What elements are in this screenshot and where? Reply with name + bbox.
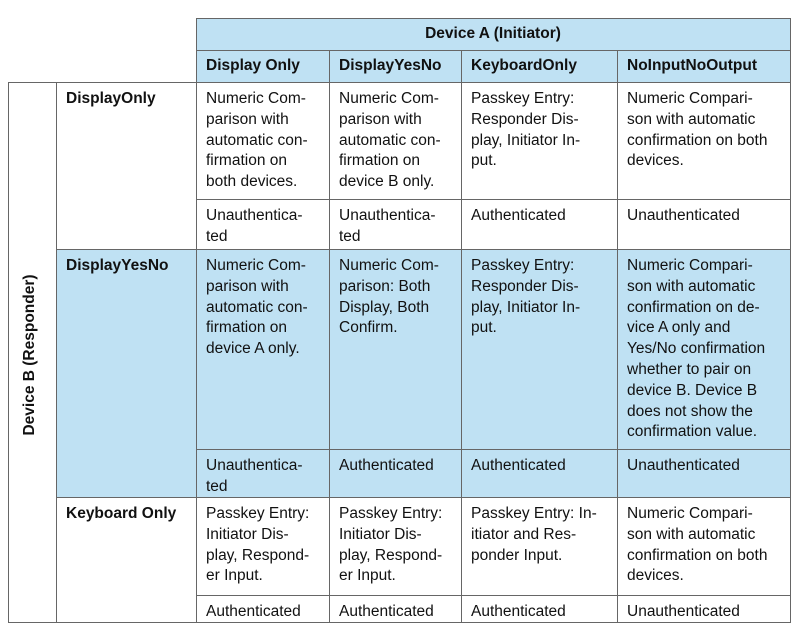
column-header-label: NoInputNoOutput	[627, 56, 757, 74]
method-cell	[196, 497, 329, 595]
responder-header-cell	[0, 0, 56, 629]
cell-line: Authenticated	[471, 457, 566, 474]
cell-line: Initiator Dis-	[206, 525, 289, 543]
cell-line: parison: Both	[339, 277, 431, 295]
cell-line: parison with	[339, 110, 422, 128]
cell-line: Passkey Entry:	[339, 505, 443, 522]
security-cell	[617, 595, 790, 622]
grid-line	[196, 50, 791, 51]
row-header	[56, 82, 196, 249]
cell-line: Responder Dis-	[471, 277, 579, 295]
row-header-label: DisplayYesNo	[66, 257, 169, 274]
method-cell	[617, 249, 790, 449]
grid-line	[8, 622, 791, 623]
column-header	[196, 50, 329, 82]
row-header-label: DisplayOnly	[66, 90, 156, 107]
row-header-label: Keyboard Only	[66, 505, 177, 522]
method-cell	[329, 82, 461, 199]
grid-line	[56, 249, 791, 250]
method-cell	[329, 497, 461, 595]
security-cell	[617, 199, 790, 249]
cell-line: Yes/No confirmation	[627, 340, 766, 358]
cell-line: devices.	[627, 152, 684, 170]
cell-line: confirmation on de-	[627, 298, 760, 316]
cell-line: son with automatic	[627, 525, 756, 543]
grid-line	[790, 18, 791, 623]
cell-line: Authenticated	[206, 603, 301, 620]
cell-line: confirmation on both	[627, 546, 768, 564]
grid-line	[196, 18, 197, 623]
cell-line: play, Respond-	[339, 546, 443, 564]
cell-line: Unauthentica-	[339, 207, 436, 224]
cell-line: ponder Input.	[471, 546, 563, 564]
security-cell	[617, 449, 790, 497]
grid-line	[461, 50, 462, 623]
cell-line: Numeric Com-	[206, 90, 306, 107]
grid-line	[329, 50, 330, 623]
cell-line: automatic con-	[339, 131, 441, 149]
method-cell	[617, 497, 790, 595]
cell-line: Authenticated	[471, 207, 566, 224]
method-cell	[461, 249, 617, 449]
cell-line: Numeric Com-	[339, 257, 439, 274]
cell-line: Numeric Compari-	[627, 505, 753, 522]
cell-line: put.	[471, 319, 497, 337]
cell-line: automatic con-	[206, 131, 308, 149]
grid-line	[56, 82, 57, 623]
cell-line: Unauthentica-	[206, 207, 303, 224]
row-header	[56, 249, 196, 497]
responder-header: Device B (Responder)	[21, 274, 38, 436]
cell-line: devices.	[627, 567, 684, 585]
cell-line: Display, Both	[339, 298, 430, 316]
cell-line: son with automatic	[627, 110, 756, 128]
cell-line: Confirm.	[339, 319, 398, 337]
column-header	[329, 50, 461, 82]
method-cell	[196, 82, 329, 199]
cell-line: Initiator Dis-	[339, 525, 422, 543]
cell-line: Numeric Com-	[206, 257, 306, 274]
security-cell	[329, 199, 461, 249]
method-cell	[196, 249, 329, 449]
cell-line: Numeric Compari-	[627, 257, 753, 274]
cell-line: does not show the	[627, 402, 753, 420]
cell-line: both devices.	[206, 173, 298, 191]
cell-line: ted	[339, 227, 361, 245]
initiator-header: Device A (Initiator)	[425, 24, 561, 42]
column-header-label: Display Only	[206, 56, 300, 74]
cell-line: automatic con-	[206, 298, 308, 316]
security-cell	[461, 199, 617, 249]
cell-line: play, Respond-	[206, 546, 310, 564]
cell-line: son with automatic	[627, 277, 756, 295]
cell-line: firmation on	[339, 152, 420, 170]
cell-line: Unauthenticated	[627, 207, 740, 224]
row-header	[56, 497, 196, 622]
cell-line: Authenticated	[471, 603, 566, 620]
cell-line: Numeric Com-	[339, 90, 439, 107]
cell-line: Authenticated	[339, 603, 434, 620]
cell-line: parison with	[206, 277, 289, 295]
column-header-label: DisplayYesNo	[339, 56, 442, 74]
cell-line: play, Initiator In-	[471, 298, 581, 316]
cell-line: Passkey Entry:	[206, 505, 310, 522]
column-header	[617, 50, 790, 82]
cell-line: ted	[206, 227, 228, 245]
cell-line: Passkey Entry:	[471, 90, 575, 107]
column-header	[461, 50, 617, 82]
cell-line: confirmation value.	[627, 423, 758, 441]
cell-line: Unauthentica-	[206, 457, 303, 474]
method-cell	[329, 249, 461, 449]
grid-line	[196, 199, 791, 200]
grid-line	[196, 449, 791, 450]
cell-line: Passkey Entry: In-	[471, 505, 597, 522]
cell-line: er Input.	[206, 567, 263, 585]
cell-line: confirmation on both	[627, 131, 768, 149]
cell-line: Responder Dis-	[471, 110, 579, 128]
method-cell	[461, 82, 617, 199]
grid-line	[56, 497, 791, 498]
cell-line: Unauthenticated	[627, 603, 740, 620]
column-header-label: KeyboardOnly	[471, 56, 577, 74]
cell-line: firmation on	[206, 152, 287, 170]
security-cell	[196, 199, 329, 249]
cell-line: Numeric Compari-	[627, 90, 753, 107]
security-cell	[329, 449, 461, 497]
grid-line	[617, 50, 618, 623]
security-cell	[196, 449, 329, 497]
security-cell	[329, 595, 461, 622]
method-cell	[461, 497, 617, 595]
method-cell	[617, 82, 790, 199]
security-cell	[461, 449, 617, 497]
security-cell	[461, 595, 617, 622]
cell-line: play, Initiator In-	[471, 131, 581, 149]
cell-line: vice A only and	[627, 319, 731, 337]
cell-line: whether to pair on	[627, 360, 752, 378]
cell-line: Unauthenticated	[627, 457, 740, 474]
cell-line: er Input.	[339, 567, 396, 585]
cell-line: put.	[471, 152, 497, 170]
cell-line: Passkey Entry:	[471, 257, 575, 274]
grid-line	[196, 595, 791, 596]
initiator-header-cell	[196, 18, 790, 50]
cell-line: itiator and Res-	[471, 525, 577, 543]
cell-line: device B. Device B	[627, 381, 758, 399]
cell-line: parison with	[206, 110, 289, 128]
cell-line: ted	[206, 477, 228, 495]
cell-line: device B only.	[339, 173, 435, 191]
cell-line: device A only.	[206, 340, 300, 358]
security-cell	[196, 595, 329, 622]
cell-line: firmation on	[206, 319, 287, 337]
cell-line: Authenticated	[339, 457, 434, 474]
grid-line	[8, 82, 791, 83]
grid-line	[196, 18, 791, 19]
